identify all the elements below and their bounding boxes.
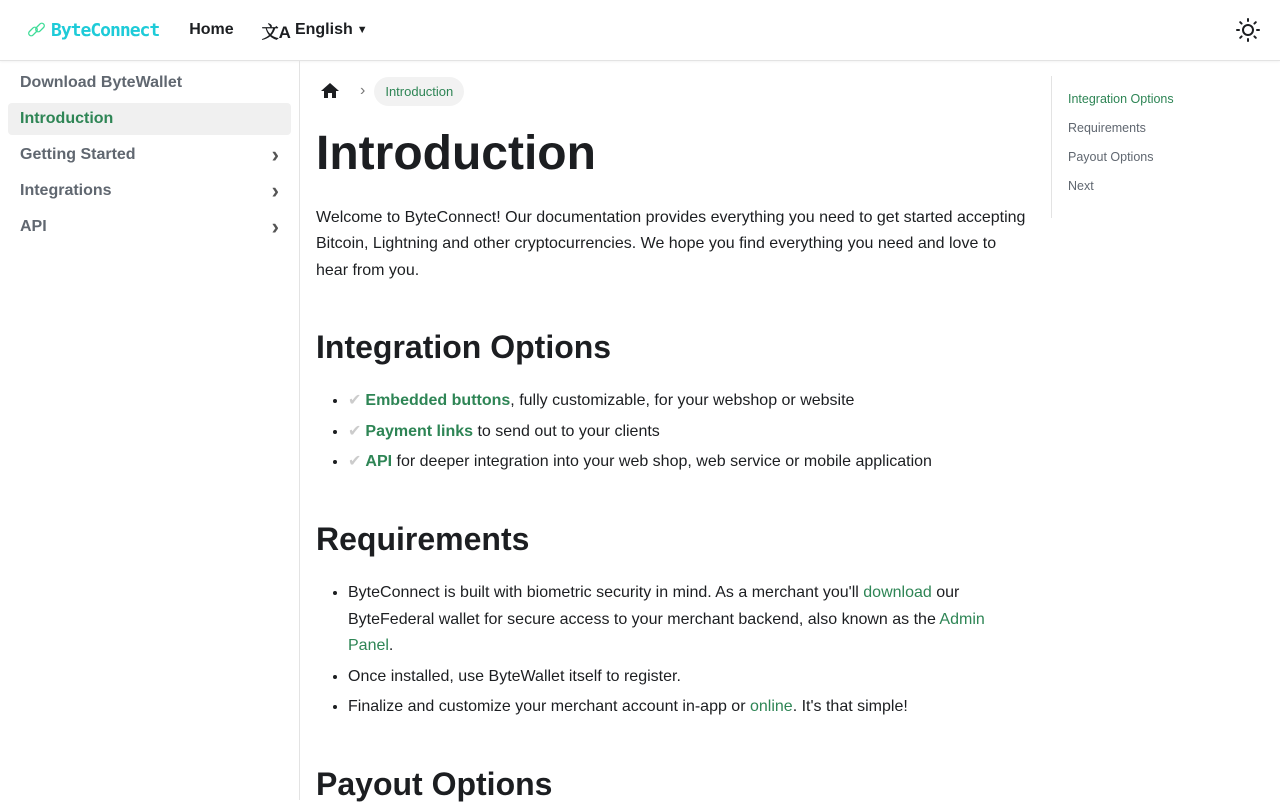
api-link[interactable]: API	[365, 453, 393, 471]
chevron-right-icon[interactable]: ›	[271, 214, 279, 239]
intro-paragraph: Welcome to ByteConnect! Our documentation provides everything you need to get started accepting Bitcoin, Lightning and other cryptocurrencies. We hope you find everything you need and love to hear from you.	[316, 208, 1026, 279]
admin-panel-link[interactable]: Admin Panel	[348, 610, 985, 655]
language-dropdown[interactable]	[262, 18, 368, 43]
sidebar-item-label: API	[20, 218, 47, 235]
requirements-list	[316, 580, 1026, 721]
list-item: • Finalize and customize your merchant account in-app or online. It's that simple!	[348, 694, 1026, 721]
list-item: • Once installed, use ByteWallet itself to register.	[348, 664, 1026, 691]
sidebar	[0, 61, 300, 800]
check-icon: ✔	[348, 422, 362, 440]
integration-list	[316, 388, 1026, 476]
theme-toggle-sun-icon[interactable]	[1236, 18, 1260, 42]
check-icon: ✔	[348, 392, 362, 410]
breadcrumb-current: Introduction	[374, 77, 464, 106]
embedded-buttons-link[interactable]: Embedded buttons	[365, 392, 511, 410]
sidebar-item-introduction[interactable]	[8, 103, 291, 135]
navbar	[0, 0, 1280, 61]
sidebar-item-label: Introduction	[20, 110, 114, 127]
page-title: Introduction	[316, 127, 596, 180]
list-item: • ✔ Embedded buttons, fully customizable, for your webshop or website	[348, 388, 1026, 415]
list-item: • ✔ API for deeper integration into your web shop, web service or mobile application	[348, 449, 1026, 476]
language-label: English	[294, 21, 353, 38]
nav-home-link[interactable]: Home	[189, 21, 234, 38]
heading-requirements: Requirements	[316, 520, 530, 557]
sidebar-item-label: Download ByteWallet	[20, 74, 183, 91]
online-link[interactable]: online	[749, 698, 793, 716]
breadcrumb	[316, 76, 1026, 106]
toc-payout-options[interactable]: Payout Options	[1068, 150, 1154, 164]
download-link[interactable]: download	[863, 584, 932, 602]
check-icon: ✔	[348, 453, 362, 471]
logo-text: ByteConnect	[51, 19, 160, 41]
link-icon	[26, 20, 48, 40]
payment-links-link[interactable]: Payment links	[365, 422, 474, 440]
toc-requirements[interactable]: Requirements	[1068, 121, 1146, 135]
sidebar-item-label: Integrations	[20, 182, 112, 199]
home-icon[interactable]	[316, 82, 354, 100]
toc-next[interactable]: Next	[1068, 179, 1094, 193]
list-item: • ByteConnect is built with biometric security in mind. As a merchant you'll download our ByteFederal wallet for secure access to your merchant backend, also known as the Admin Panel.	[348, 580, 1026, 660]
list-item: • ✔ Payment links to send out to your clients	[348, 419, 1026, 446]
sidebar-item-api[interactable]	[8, 211, 291, 243]
sidebar-item-getting-started[interactable]	[8, 139, 291, 171]
table-of-contents	[1051, 76, 1190, 218]
caret-down-icon: ▼	[356, 24, 368, 36]
heading-payout-options: Payout Options	[316, 765, 553, 802]
chevron-right-icon[interactable]: ›	[271, 142, 279, 167]
sidebar-item-label: Getting Started	[20, 146, 136, 163]
main-content	[316, 61, 1026, 803]
sidebar-item-download-bytewallet[interactable]	[8, 67, 291, 99]
sidebar-item-integrations[interactable]	[8, 175, 291, 207]
toc-integration-options[interactable]: Integration Options	[1068, 92, 1174, 106]
chevron-right-icon[interactable]: ›	[271, 178, 279, 203]
logo[interactable]	[26, 20, 159, 41]
heading-integration-options: Integration Options	[316, 329, 612, 366]
breadcrumb-separator-icon: ›	[360, 82, 366, 99]
translate-icon: 文A	[261, 22, 291, 42]
